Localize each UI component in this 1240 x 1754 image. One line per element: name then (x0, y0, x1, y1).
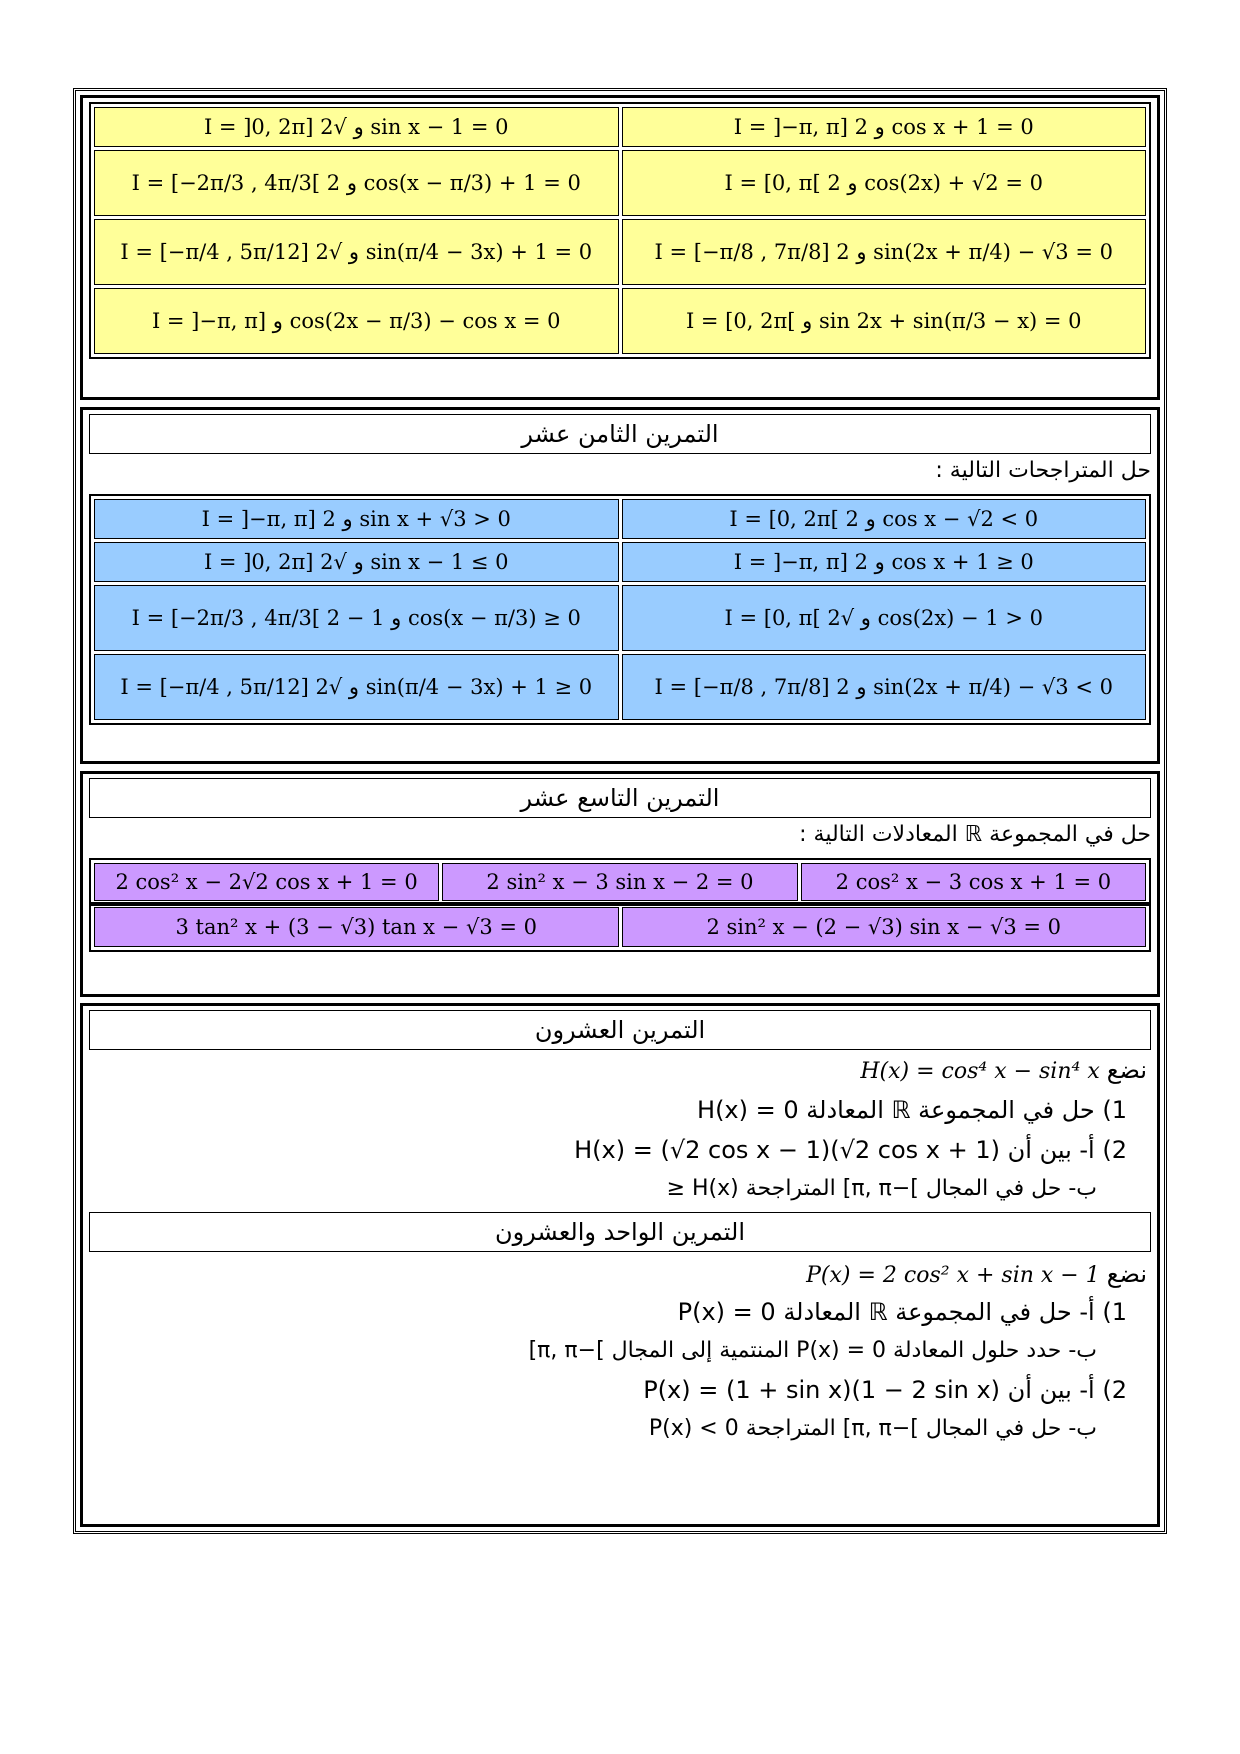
eq-cell: 2 cos² x − 2√2 cos x + 1 = 0 (94, 863, 439, 901)
exercise-21-q2a: 2) أ- بين أن P(x) = (1 + sin x)(1 − 2 sin x) (643, 1376, 1127, 1404)
p-definition: P(x) = 2 cos² x + sin x − 1 (806, 1263, 1100, 1288)
equations-row2-purple (89, 902, 1151, 952)
exercise-18-section (80, 407, 1160, 764)
eq-cell: I = [0, π[ و 2 cos(2x) + √2 = 0 (622, 150, 1147, 216)
ineq-cell: I = [0, π[ و √2 cos(2x) − 1 > 0 (622, 585, 1147, 651)
intro-label: نضع (1106, 1056, 1147, 1084)
exercise-17-section (80, 95, 1160, 400)
ineq-cell: I = [−π/4 , 5π/12] و √2 sin(π/4 − 3x) + 1 ≥ 0 (94, 654, 619, 720)
exercise-21-q1b: ب- حدد حلول المعادلة P(x) = 0 المنتمية إلى المجال ]−π, π] (528, 1338, 1097, 1363)
eq-cell: I = ]−π, π] و 2 cos x + 1 = 0 (622, 107, 1147, 147)
eq-cell: 2 sin² x − (2 − √3) sin x − √3 = 0 (622, 907, 1147, 947)
ineq-cell: I = ]−π, π] و 2 cos x + 1 ≥ 0 (622, 542, 1147, 582)
exercise-20-q2a: 2) أ- بين أن H(x) = (√2 cos x − 1)(√2 cos x + 1) (574, 1136, 1127, 1164)
ineq-cell: I = [−2π/3 , 4π/3[ و 1 − 2 cos(x − π/3) ≥ 0 (94, 585, 619, 651)
eq-cell: 3 tan² x + (3 − √3) tan x − √3 = 0 (94, 907, 619, 947)
exercise-21-title: التمرين الواحد والعشرون (89, 1212, 1151, 1252)
equations-row1-purple (89, 858, 1151, 906)
eq-cell: I = [−2π/3 , 4π/3[ و 2 cos(x − π/3) + 1 = 0 (94, 150, 619, 216)
exercise-20-q2b: ب- حل في المجال ]−π, π] المتراجحة H(x) ≤ (666, 1176, 1097, 1201)
exercise-21-intro (806, 1260, 1147, 1288)
exercise-21-q2b: ب- حل في المجال ]−π, π] المتراجحة P(x) < 0 (648, 1416, 1097, 1441)
eq-cell: I = [−π/4 , 5π/12] و √2 sin(π/4 − 3x) + 1 = 0 (94, 219, 619, 285)
inequalities-table-blue (89, 494, 1151, 725)
eq-cell: 2 cos² x − 3 cos x + 1 = 0 (801, 863, 1146, 901)
exercise-20-title: التمرين العشرون (89, 1010, 1151, 1050)
exercise-20-21-section (80, 1003, 1160, 1527)
ineq-cell: I = [−π/8 , 7π/8] و 2 sin(2x + π/4) − √3 < 0 (622, 654, 1147, 720)
equations-table-yellow (89, 102, 1151, 359)
eq-cell: I = ]−π, π] و cos(2x − π/3) − cos x = 0 (94, 288, 619, 354)
exercise-19-instruction: حل في المجموعة ℝ المعادلات التالية : (799, 822, 1151, 847)
ineq-cell: I = ]0, 2π] و √2 sin x − 1 ≤ 0 (94, 542, 619, 582)
exercise-19-section (80, 771, 1160, 997)
eq-cell: I = [−π/8 , 7π/8] و 2 sin(2x + π/4) − √3 = 0 (622, 219, 1147, 285)
exercise-19-title: التمرين التاسع عشر (89, 778, 1151, 818)
eq-cell: 2 sin² x − 3 sin x − 2 = 0 (442, 863, 798, 901)
exercise-20-q1: 1) حل في المجموعة ℝ المعادلة H(x) = 0 (697, 1096, 1127, 1124)
ineq-cell: I = ]−π, π] و 2 sin x + √3 > 0 (94, 499, 619, 539)
ineq-cell: I = [0, 2π[ و 2 cos x − √2 < 0 (622, 499, 1147, 539)
h-definition: H(x) = cos⁴ x − sin⁴ x (860, 1059, 1100, 1084)
exercise-21-q1a: 1) أ- حل في المجموعة ℝ المعادلة P(x) = 0 (677, 1298, 1127, 1326)
exercise-20-intro (860, 1056, 1147, 1084)
exercise-18-title: التمرين الثامن عشر (89, 414, 1151, 454)
eq-cell: I = [0, 2π[ و sin 2x + sin(π/3 − x) = 0 (622, 288, 1147, 354)
eq-cell: I = ]0, 2π] و √2 sin x − 1 = 0 (94, 107, 619, 147)
intro-label: نضع (1106, 1260, 1147, 1288)
exercise-18-instruction: حل المتراجحات التالية : (935, 458, 1151, 483)
